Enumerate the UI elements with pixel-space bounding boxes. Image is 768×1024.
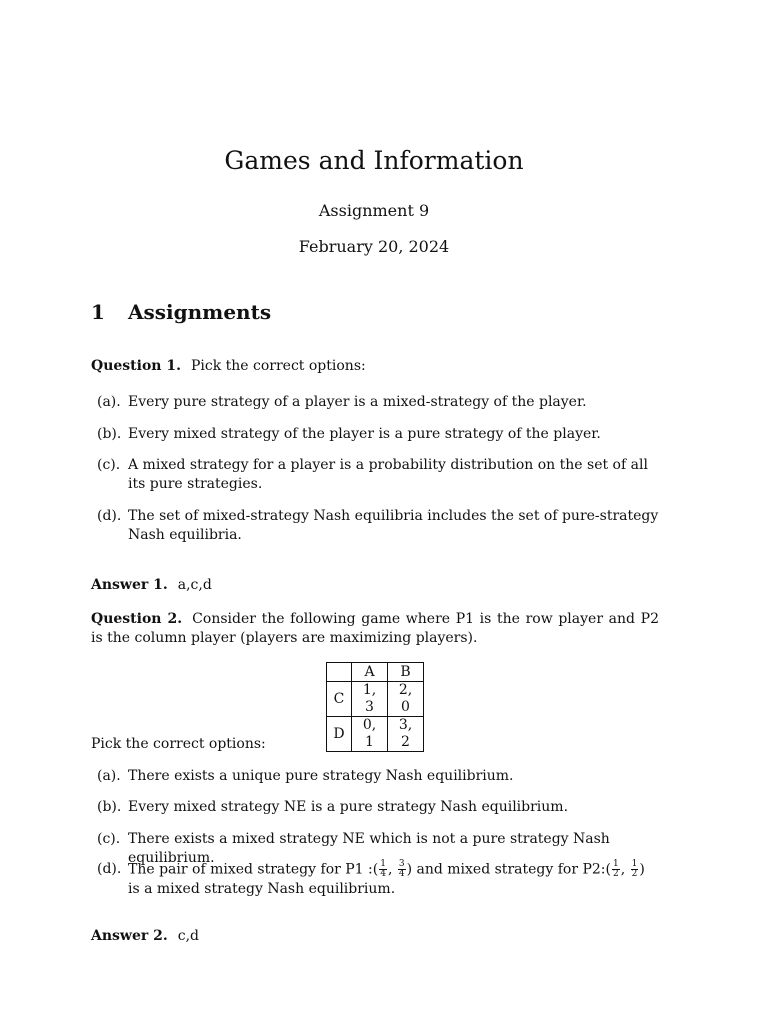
option-text: There exists a mixed strategy NE which is not a pure strategy Nash equilibrium. — [128, 831, 610, 866]
fraction-one-half — [631, 860, 639, 879]
section-number: 1 — [91, 300, 105, 324]
q1-option-d — [97, 507, 659, 545]
table-cell: 1, 3 — [352, 682, 388, 717]
fraction-one-half — [612, 860, 620, 879]
option-text — [128, 860, 659, 899]
numerator: 3 — [398, 859, 405, 869]
q1-option-a — [97, 393, 659, 412]
col-header-a: A — [352, 663, 388, 682]
fraction-one-quarter — [379, 860, 387, 879]
answer-1 — [91, 576, 659, 595]
option-tag: (a). — [97, 394, 121, 410]
denominator: 4 — [398, 869, 405, 879]
option-d-part1: The pair of mixed strategy for P1 :( — [128, 861, 379, 878]
section-title: Assignments — [128, 300, 272, 324]
denominator: 2 — [612, 869, 619, 879]
option-text: A mixed strategy for a player is a probability distribution on the set of all its pure strategies. — [128, 457, 648, 492]
document-date: February 20, 2024 — [298, 237, 450, 256]
question-1 — [91, 357, 659, 376]
option-text: Every pure strategy of a player is a mixed-strategy of the player. — [128, 394, 587, 410]
document-subtitle: Assignment 9 — [318, 201, 430, 220]
fraction-separator: , — [620, 861, 630, 878]
option-tag: (b). — [97, 426, 122, 442]
option-tag: (d). — [97, 508, 122, 524]
table-row — [327, 682, 424, 717]
pick-options-text: Pick the correct options: — [91, 736, 266, 752]
fraction-three-quarters — [398, 860, 406, 879]
q2-option-d — [97, 860, 659, 899]
numerator: 1 — [631, 859, 638, 869]
option-tag: (d). — [97, 861, 122, 877]
option-tag: (c). — [97, 831, 121, 847]
col-header-b: B — [388, 663, 424, 682]
table-cell: 2, 0 — [388, 682, 424, 717]
fraction-separator: , — [387, 861, 397, 878]
numerator: 1 — [612, 859, 619, 869]
question-2-prompt: Consider the following game where P1 is the row player and P2 is the column player (players are maximizing players). — [91, 611, 659, 646]
row-header-c: C — [327, 682, 352, 717]
question-1-prompt: Pick the correct options: — [190, 358, 366, 374]
question-2 — [91, 610, 659, 648]
row-header-d: D — [327, 717, 352, 752]
option-text: There exists a unique pure strategy Nash equilibrium. — [128, 768, 514, 784]
denominator: 2 — [631, 869, 638, 879]
section-heading — [91, 300, 271, 324]
numerator: 1 — [380, 859, 386, 869]
option-text: Every mixed strategy of the player is a pure strategy of the player. — [128, 426, 601, 442]
answer-2-label: Answer 2. — [91, 928, 168, 944]
option-text: Every mixed strategy NE is a pure strategy Nash equilibrium. — [128, 799, 569, 815]
answer-2-text: c,d — [177, 928, 200, 944]
table-corner-cell — [327, 663, 352, 682]
option-text: The set of mixed-strategy Nash equilibria includes the set of pure-strategy Nash equilibria. — [128, 508, 659, 543]
table-cell: 0, 1 — [352, 717, 388, 752]
option-tag: (b). — [97, 799, 122, 815]
option-d-part3: ) is a mixed strategy Nash equilibrium. — [128, 861, 645, 897]
table-header-row — [327, 663, 424, 682]
q2-option-b — [97, 798, 659, 817]
q2-option-a — [97, 767, 659, 786]
question-2-label: Question 2. — [91, 611, 183, 627]
answer-1-text: a,c,d — [177, 577, 212, 593]
option-tag: (c). — [97, 457, 121, 473]
question-1-label: Question 1. — [91, 358, 181, 374]
denominator: 4 — [380, 869, 386, 879]
document-title: Games and Information — [224, 146, 524, 175]
answer-2 — [91, 927, 659, 946]
q1-option-c — [97, 456, 659, 494]
option-tag: (a). — [97, 768, 121, 784]
answer-1-label: Answer 1. — [91, 577, 168, 593]
option-d-part2: ) and mixed strategy for P2:( — [406, 861, 611, 878]
table-cell: 3, 2 — [388, 717, 424, 752]
q1-option-b — [97, 425, 659, 444]
